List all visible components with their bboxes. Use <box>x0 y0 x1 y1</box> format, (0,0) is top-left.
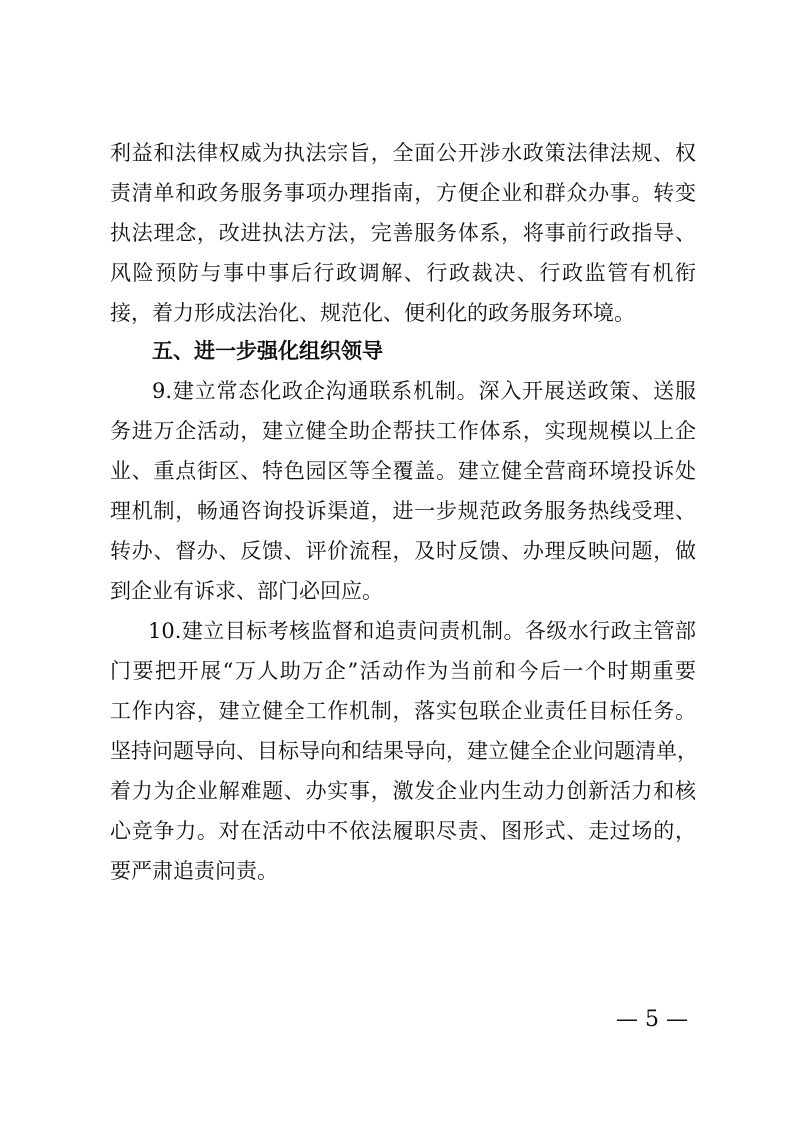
item-10-line: 要严肃追责问责。 <box>110 859 278 883</box>
paragraph-line: 责清单和政务服务事项办理指南，方便企业和群众办事。转变 <box>110 181 696 205</box>
item-10-line: 门要把开展“万人助万企”活动作为当前和今后一个时期重要 <box>110 659 696 683</box>
paragraph-line: 接，着力形成法治化、规范化、便利化的政务服务环境。 <box>110 301 635 325</box>
item-9-line: 转办、督办、反馈、评价流程，及时反馈、办理反映问题，做 <box>110 539 696 563</box>
item-9-line: 理机制，畅通咨询投诉渠道，进一步规范政务服务热线受理、 <box>110 499 696 523</box>
item-9-line: 业、重点街区、特色园区等全覆盖。建立健全营商环境投诉处 <box>110 459 696 483</box>
item-10-line: 10.建立目标考核监督和追责问责机制。各级水行政主管部 <box>148 619 696 643</box>
item-9-line: 9.建立常态化政企沟通联系机制。深入开展送政策、送服 <box>152 379 696 403</box>
paragraph-line: 执法理念，改进执法方法，完善服务体系，将事前行政指导、 <box>110 221 696 245</box>
item-10-line: 工作内容，建立健全工作机制，落实包联企业责任目标任务。 <box>110 699 696 723</box>
section-heading: 五、进一步强化组织领导 <box>152 339 383 363</box>
paragraph-line: 风险预防与事中事后行政调解、行政裁决、行政监管有机衔 <box>110 261 696 285</box>
item-10-line: 着力为企业解难题、办实事，激发企业内生动力创新活力和核 <box>110 779 696 803</box>
item-9-line: 到企业有诉求、部门必回应。 <box>110 579 383 603</box>
page-number: — 5 — <box>616 1007 688 1032</box>
item-10-line: 坚持问题导向、目标导向和结果导向，建立健全企业问题清单， <box>110 739 698 763</box>
item-9-line: 务进万企活动，建立健全助企帮扶工作体系，实现规模以上企 <box>110 419 696 443</box>
paragraph-line: 利益和法律权威为执法宗旨，全面公开涉水政策法律法规、权 <box>110 141 696 165</box>
item-10-line: 心竞争力。对在活动中不依法履职尽责、图形式、走过场的， <box>110 819 696 843</box>
